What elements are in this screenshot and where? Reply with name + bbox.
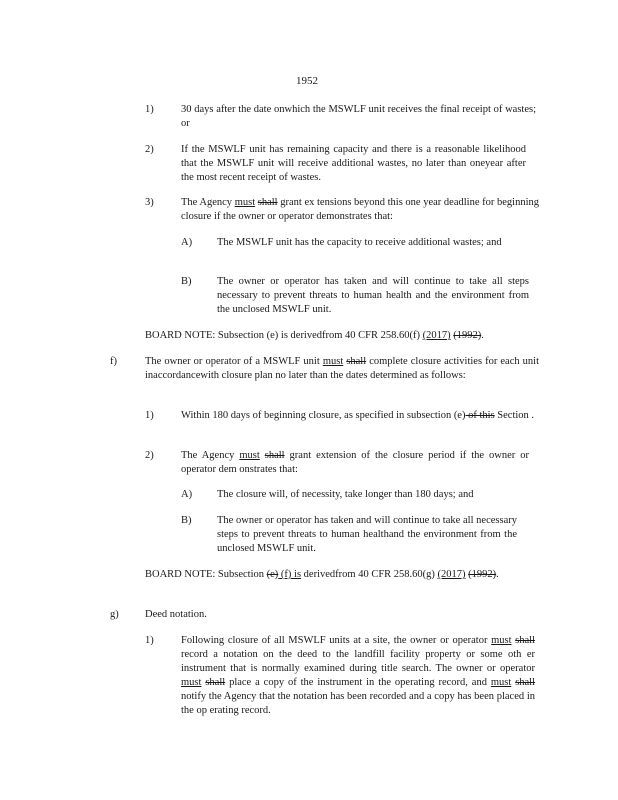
deleted-text: shall	[515, 635, 536, 646]
inserted-text: (2017)	[437, 569, 466, 580]
list-label: 1)	[145, 104, 154, 115]
subsection-text: Deed notation.	[145, 609, 207, 620]
list-item-text: The Agency must shall grant extension of the closure period if the owner or operator dem onstrates that:	[181, 450, 530, 475]
list-label: A)	[181, 237, 193, 248]
deleted-text: (1992)	[453, 330, 482, 341]
list-label: B)	[181, 276, 192, 287]
inserted-text: is	[291, 569, 302, 580]
deleted-text: (1992)	[468, 569, 497, 580]
list-label: 3)	[145, 197, 154, 208]
inserted-text: must	[239, 450, 260, 461]
list-label: 2)	[145, 144, 154, 155]
board-note: BOARD NOTE: Subsection (e) (f) is derivedfrom 40 CFR 258.60(g) (2017) (1992).	[145, 569, 499, 580]
inserted-text: must	[490, 677, 512, 688]
list-label: 1)	[145, 410, 154, 421]
list-item-text: The owner or operator has taken and will continue to take all necessary steps to prevent threats to human healthand the environment from the unclosed MSWLF unit.	[217, 515, 517, 554]
list-label: A)	[181, 489, 193, 500]
page-number: 1952	[296, 75, 318, 87]
list-item-text: 30 days after the date onwhich the MSWLF unit receives the final receipt of wastes; or	[181, 104, 536, 129]
subsection-text: The owner or operator of a MSWLF unit must shall complete closure activities for each unit inaccordancewith closure plan no later than the dates determined as follows:	[145, 356, 540, 381]
list-label: B)	[181, 515, 192, 526]
list-item-text: The owner or operator has taken and will continue to take all steps necessary to prevent threats to human health and the environment from the unclosed MSWLF unit.	[217, 276, 529, 315]
inserted-text: must	[322, 356, 344, 367]
list-label: 1)	[145, 635, 154, 646]
list-item-text: Following closure of all MSWLF units at a site, the owner or operator must shall record a notation on the deed to the landfill facility property or some oth er instrument that is normally examined during title search. The owner or operator must shall place a copy of the instrument in the operating record, and must shall notify the Agency that the notation has been recorded and a copy has been placed in the op erating record.	[181, 635, 536, 716]
deleted-text: shall	[205, 677, 226, 688]
deleted-text: of this	[465, 410, 495, 421]
deleted-text: shall	[264, 450, 285, 461]
list-item-text: Within 180 days of beginning closure, as specified in subsection (e) of this Section .	[181, 410, 535, 421]
board-note: BOARD NOTE: Subsection (e) is derivedfrom 40 CFR 258.60(f) (2017) (1992).	[145, 330, 484, 341]
deleted-text: shall	[346, 356, 367, 367]
inserted-text: must	[491, 635, 512, 646]
list-item-text: If the MSWLF unit has remaining capacity and there is a reasonable likelihood that the MSWLF unit will receive additional wastes, no later than oneyear after the most recent receipt of wastes.	[181, 144, 526, 183]
list-label: 2)	[145, 450, 154, 461]
deleted-text: shall	[515, 677, 536, 688]
deleted-text: shall	[257, 197, 278, 208]
subsection-label: g)	[110, 609, 119, 620]
inserted-text: (f)	[278, 569, 292, 580]
subsection-label: f)	[110, 356, 117, 367]
list-item-text: The MSWLF unit has the capacity to receive additional wastes; and	[217, 237, 502, 248]
inserted-text: must	[234, 197, 256, 208]
deleted-text: (e)	[266, 569, 279, 580]
list-item-text: The closure will, of necessity, take longer than 180 days; and	[217, 489, 474, 500]
inserted-text: (2017)	[422, 330, 451, 341]
list-item-text: The Agency must shall grant ex tensions beyond this one year deadline for beginning closure if the owner or operator demonstrates that:	[181, 197, 540, 222]
inserted-text: must	[181, 677, 202, 688]
